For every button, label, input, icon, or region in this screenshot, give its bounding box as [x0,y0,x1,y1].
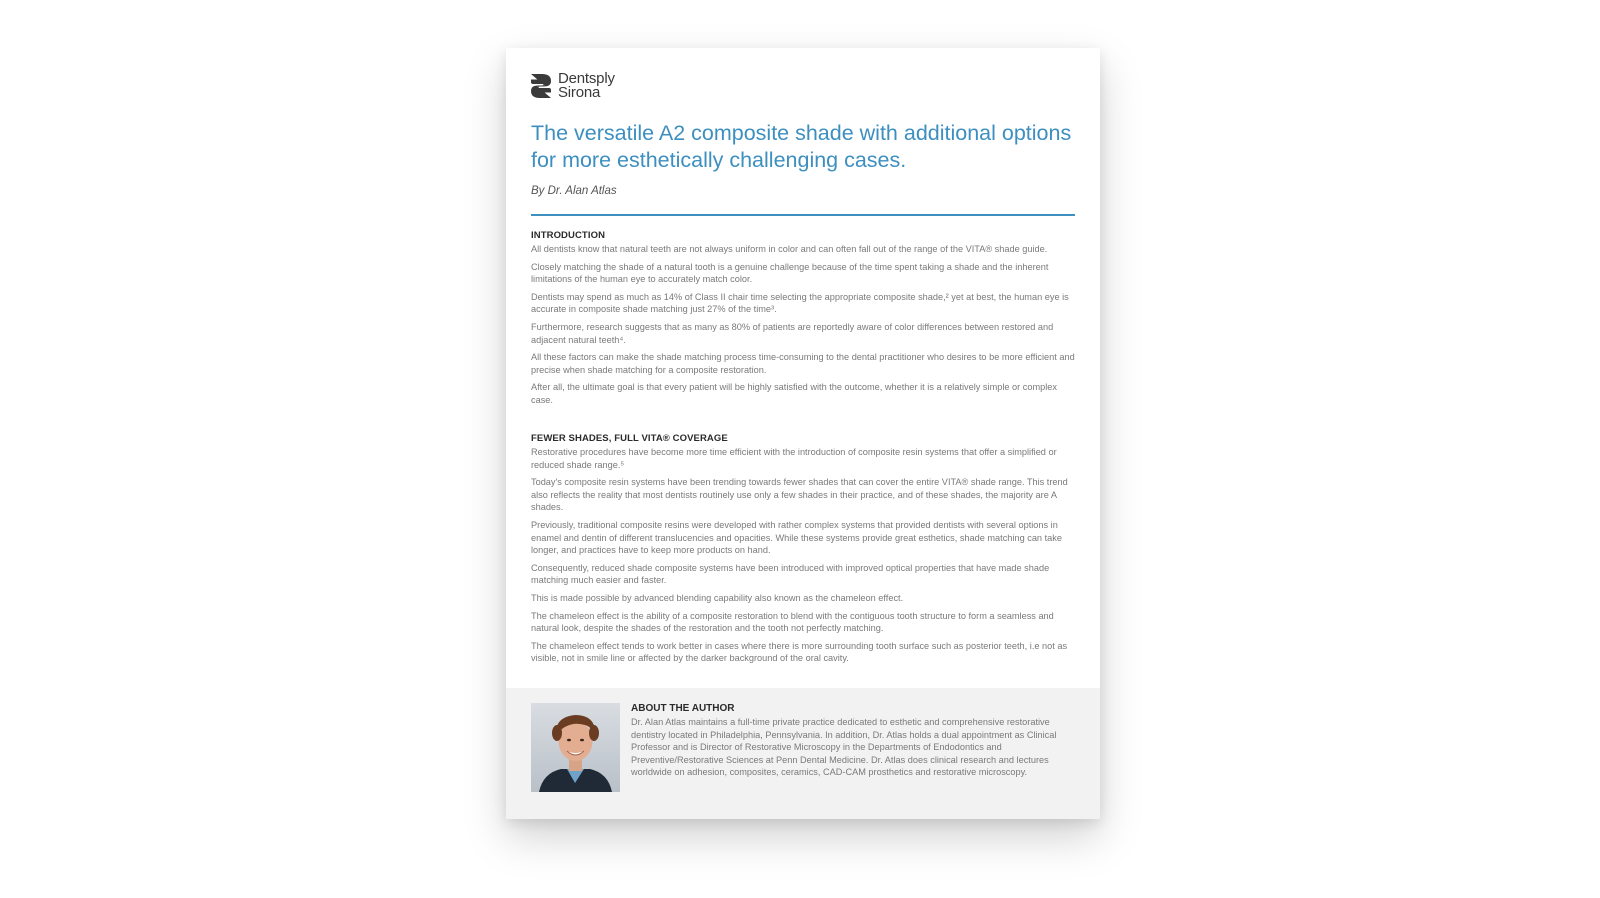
brand-logo [530,72,615,100]
dentsply-sirona-s-mark-icon [530,73,552,99]
brand-line-1: Dentsply [558,70,615,87]
paragraph: Consequently, reduced shade composite systems have been introduced with improved optical properties that have made shade matching much easier and faster. [531,562,1050,586]
about-author-box [506,688,1100,819]
paragraph: Dentists may spend as much as 14% of Class II chair time selecting the appropriate composite shade,² yet at best, the human eye is accurate in composite shade matching just 27% of the time³. [531,291,1069,315]
author-heading: ABOUT THE AUTHOR [631,703,735,714]
author-bio-block [631,702,1071,779]
brand-line-2: Sirona [558,84,601,101]
paragraph: Previously, traditional composite resins were developed with rather complex systems that provided dentists with several options in enamel and dentin of different translucencies and opacities. While these systems provide great esthetics, shade matching can take longer, and practices have to keep more products on hand. [531,519,1062,556]
brand-wordmark [558,72,615,100]
paragraph: After all, the ultimate goal is that every patient will be highly satisfied with the outcome, whether it is a relatively simple or complex case. [531,382,1057,405]
paragraph: Closely matching the shade of a natural tooth is a genuine challenge because of the time spent taking a shade and the inherent limitations of the human eye to accurately match color. [531,261,1049,285]
document-sheet [506,48,1100,819]
paragraph: All these factors can make the shade matching process time-consuming to the dental practitioner who desires to be more efficient and precise when shade matching for a composite restoration. [531,352,1075,375]
section-heading: FEWER SHADES, FULL VITA® COVERAGE [531,433,728,444]
document-title: The versatile A2 composite shade with additional options for more esthetically challenging cases. [531,121,1072,172]
author-bio: Dr. Alan Atlas maintains a full-time private practice dedicated to esthetic and comprehensive restorative dentistry located in Philadelphia, Pennsylvania. In addition, Dr. Atlas holds a dual appointment as Clinical Professor and is Director of Restorative Microscopy in the Departments of Endodontics and Preventive/Restorative Sciences at Penn Dental Medicine. Dr. Atlas does clinical research and lectures worldwide on adhesion, composites, ceramics, CAD-CAM prosthetics and restorative microscopy. [631,717,1057,778]
section-fewer-shades [531,433,1076,670]
paragraph: The chameleon effect tends to work better in cases where there is more surrounding tooth surface such as posterior teeth, i.e not as visible, not in smile line or affected by the darker background of the oral cavity. [531,640,1068,664]
author-portrait-photo [531,703,620,792]
section-introduction [531,230,1076,412]
paragraph: The chameleon effect is the ability of a composite restoration to blend with the contiguous tooth structure to form a seamless and natural look, despite the shades of the restoration and the tooth not perfectly matching. [531,610,1054,634]
paragraph: Furthermore, research suggests that as many as 80% of patients are reportedly aware of color differences between restored and adjacent natural teeth⁴. [531,321,1054,345]
paragraph: All dentists know that natural teeth are not always uniform in color and can often fall out of the range of the VITA® shade guide. [531,244,1048,254]
title-divider [531,214,1075,216]
byline: By Dr. Alan Atlas [531,185,617,197]
paragraph: Restorative procedures have become more time efficient with the introduction of composite resin systems that offer a simplified or reduced shade range.⁵ [531,447,1057,470]
paragraph: Today's composite resin systems have been trending towards fewer shades that can cover the entire VITA® shade range. This trend also reflects the reality that most dentists routinely use only a few shades in their practice, and of these shades, the majority are A shades. [531,477,1068,513]
paragraph: This is made possible by advanced blending capability also known as the chameleon effect. [531,592,904,603]
section-heading: INTRODUCTION [531,230,606,241]
